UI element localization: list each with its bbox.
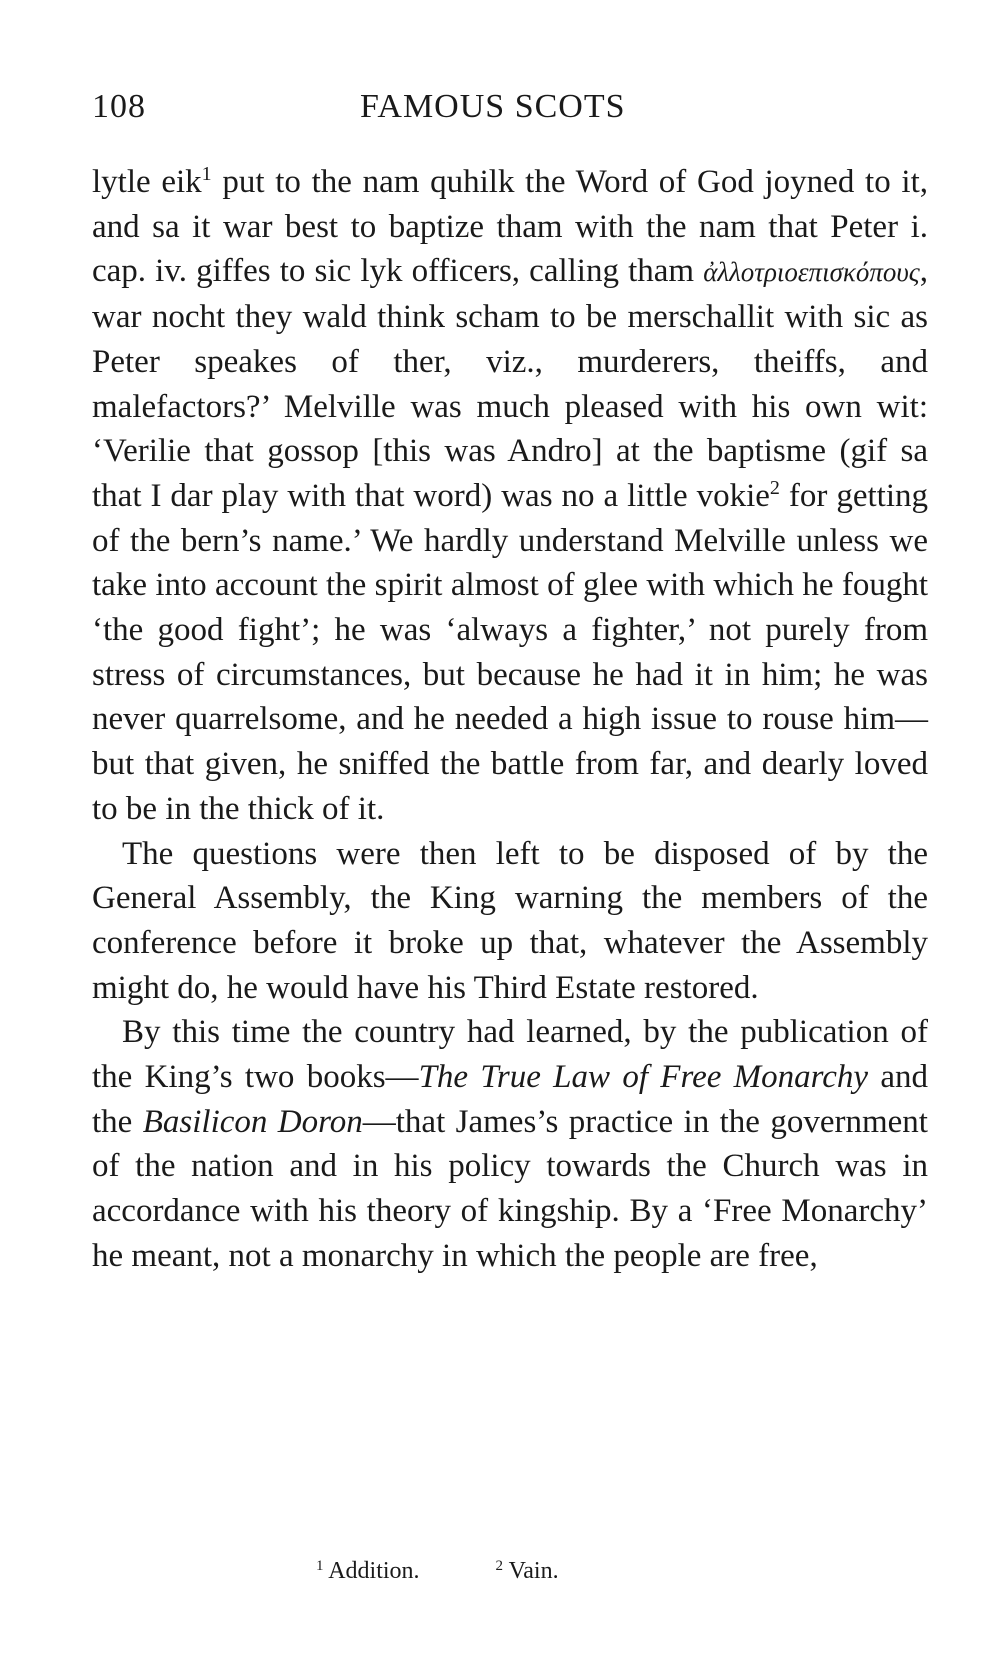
book-title-2: Basilicon Doron [142,1103,363,1140]
footnote-mark: 2 [495,1558,504,1574]
book-title-1: The True Law of Free Monarchy [418,1059,869,1096]
footnote-text: Addition. [328,1558,420,1584]
text-run: put to the nam quhilk the Word of God joyned to it, and sa it war best to baptize tham with the nam that Peter i. cap. iv. giffes to sic lyk officers, calling tham [92,164,928,290]
paragraph-1 [92,160,928,832]
text-run: lytle eik [92,164,202,200]
footnote-1 [316,1558,420,1584]
page-header [92,88,928,138]
footnote-ref-1: 1 [201,163,212,185]
footnote-2 [496,1558,559,1584]
text-run: for getting of the bern’s name.’ We hardly understand Melville unless we take into account the spirit almost of glee with which he fought ‘the good fight’; he was ‘always a fighter,’ not purely from stress of circumstances, but because he had it in him; he was never quarrelsome, and he needed a high issue to rouse him—but that given, he sniffed the battle from far, and dearly loved to be in the thick of it. [92,477,928,827]
greek-word: ἀλλοτριοεπισκόπους [703,257,920,288]
text-run: By this time the country had learned, by the publication of the King’s two books— [92,1014,928,1096]
paragraph-3 [92,1010,928,1278]
running-head: FAMOUS SCOTS [360,88,626,125]
text-run: and the [92,1059,929,1140]
body-text [92,160,928,1279]
text-run: , war nocht they wald think scham to be merschallit with sic as Peter speakes of ther, viz., murderers, theiffs, and malefactors?’ Melville was much pleased with his own wit: ‘Verilie that gossop [this was Andro] at the baptisme (gif sa that I dar play with that word) was no a little vokie [92,253,928,514]
footnote-ref-2: 2 [769,476,780,499]
paragraph-2: The questions were then left to be disposed of by the General Assembly, the King warning the members of the conference before it broke up that, whatever the Assembly might do, he would have his Third Estate restored. [92,835,928,1006]
text-run: —that James’s practice in the government of the nation and in his policy towards the Church was in accordance with his theory of kingship. By a ‘Free Monarchy’ he meant, not a monarchy in which the people are free, [92,1103,928,1274]
footnotes [316,1558,629,1585]
footnote-text: Vain. [508,1558,559,1584]
page-number: 108 [92,88,146,125]
footnote-mark: 1 [316,1558,324,1574]
